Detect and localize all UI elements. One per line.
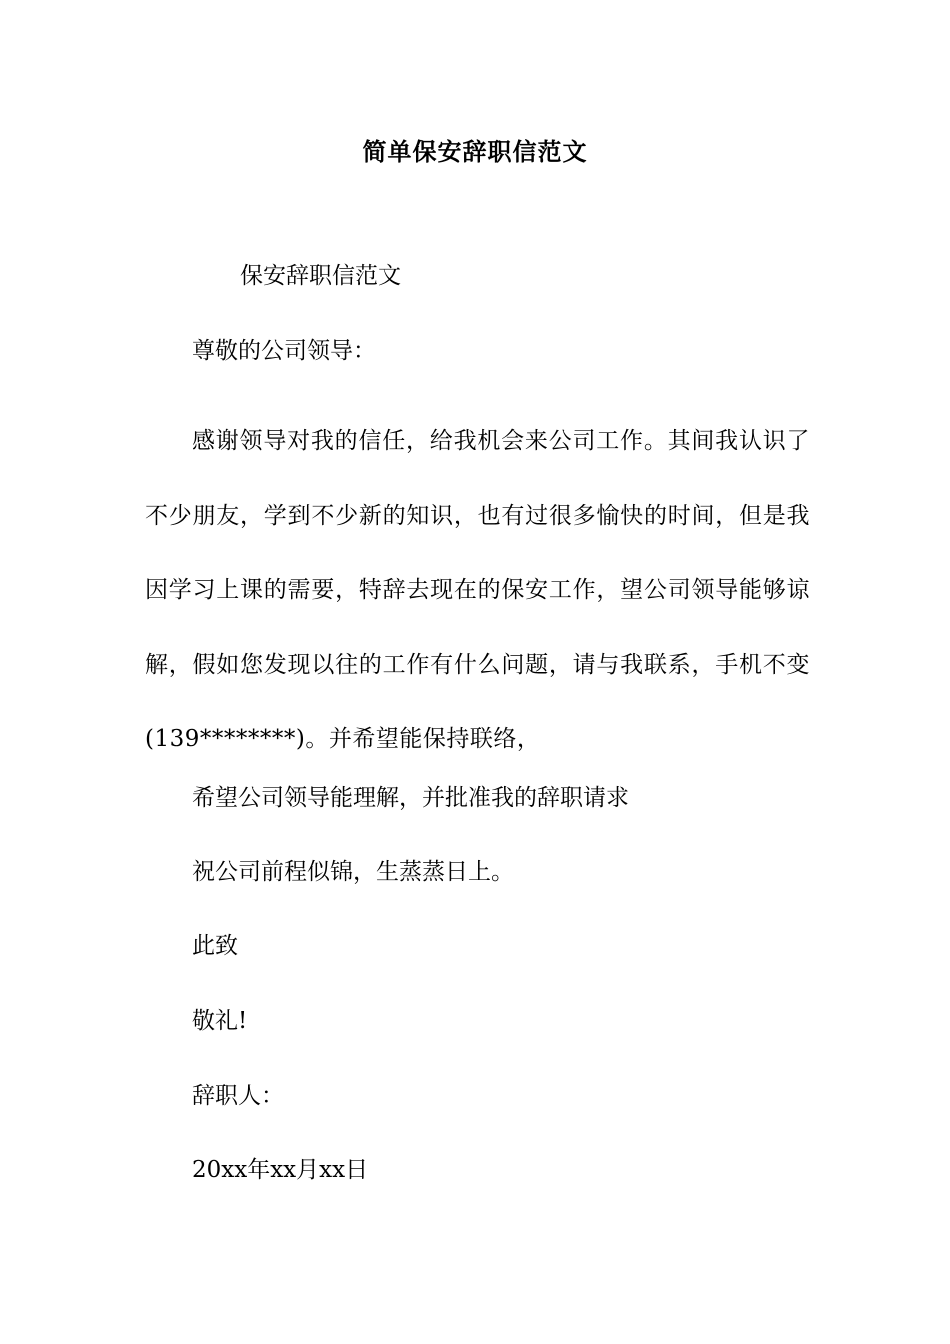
closing-line-2: 敬礼! (192, 1008, 248, 1034)
letter-subtitle: 保安辞职信范文 (240, 263, 401, 289)
document-title: 简单保安辞职信范文 (362, 137, 588, 166)
body-paragraph: 感谢领导对我的信任，给我机会来公司工作。其间我认识了不少朋友，学到不少新的知识，也有过很多愉快的时间，但是我因学习上课的需要，特辞去现在的保安工作，望公司领导能够谅解，假如您发现以往的工作有什么问题，请与我联系，手机不变(139********)。并希望能保持联络， (145, 428, 810, 752)
signature-label: 辞职人： (192, 1083, 284, 1109)
closing-line-1: 此致 (192, 933, 238, 959)
wish-line: 祝公司前程似锦，生蒸蒸日上。 (192, 859, 514, 885)
salutation: 尊敬的公司领导： (192, 338, 376, 364)
request-line: 希望公司领导能理解，并批准我的辞职请求 (192, 785, 629, 811)
date-line: 20xx年xx月xx日 (192, 1157, 369, 1183)
